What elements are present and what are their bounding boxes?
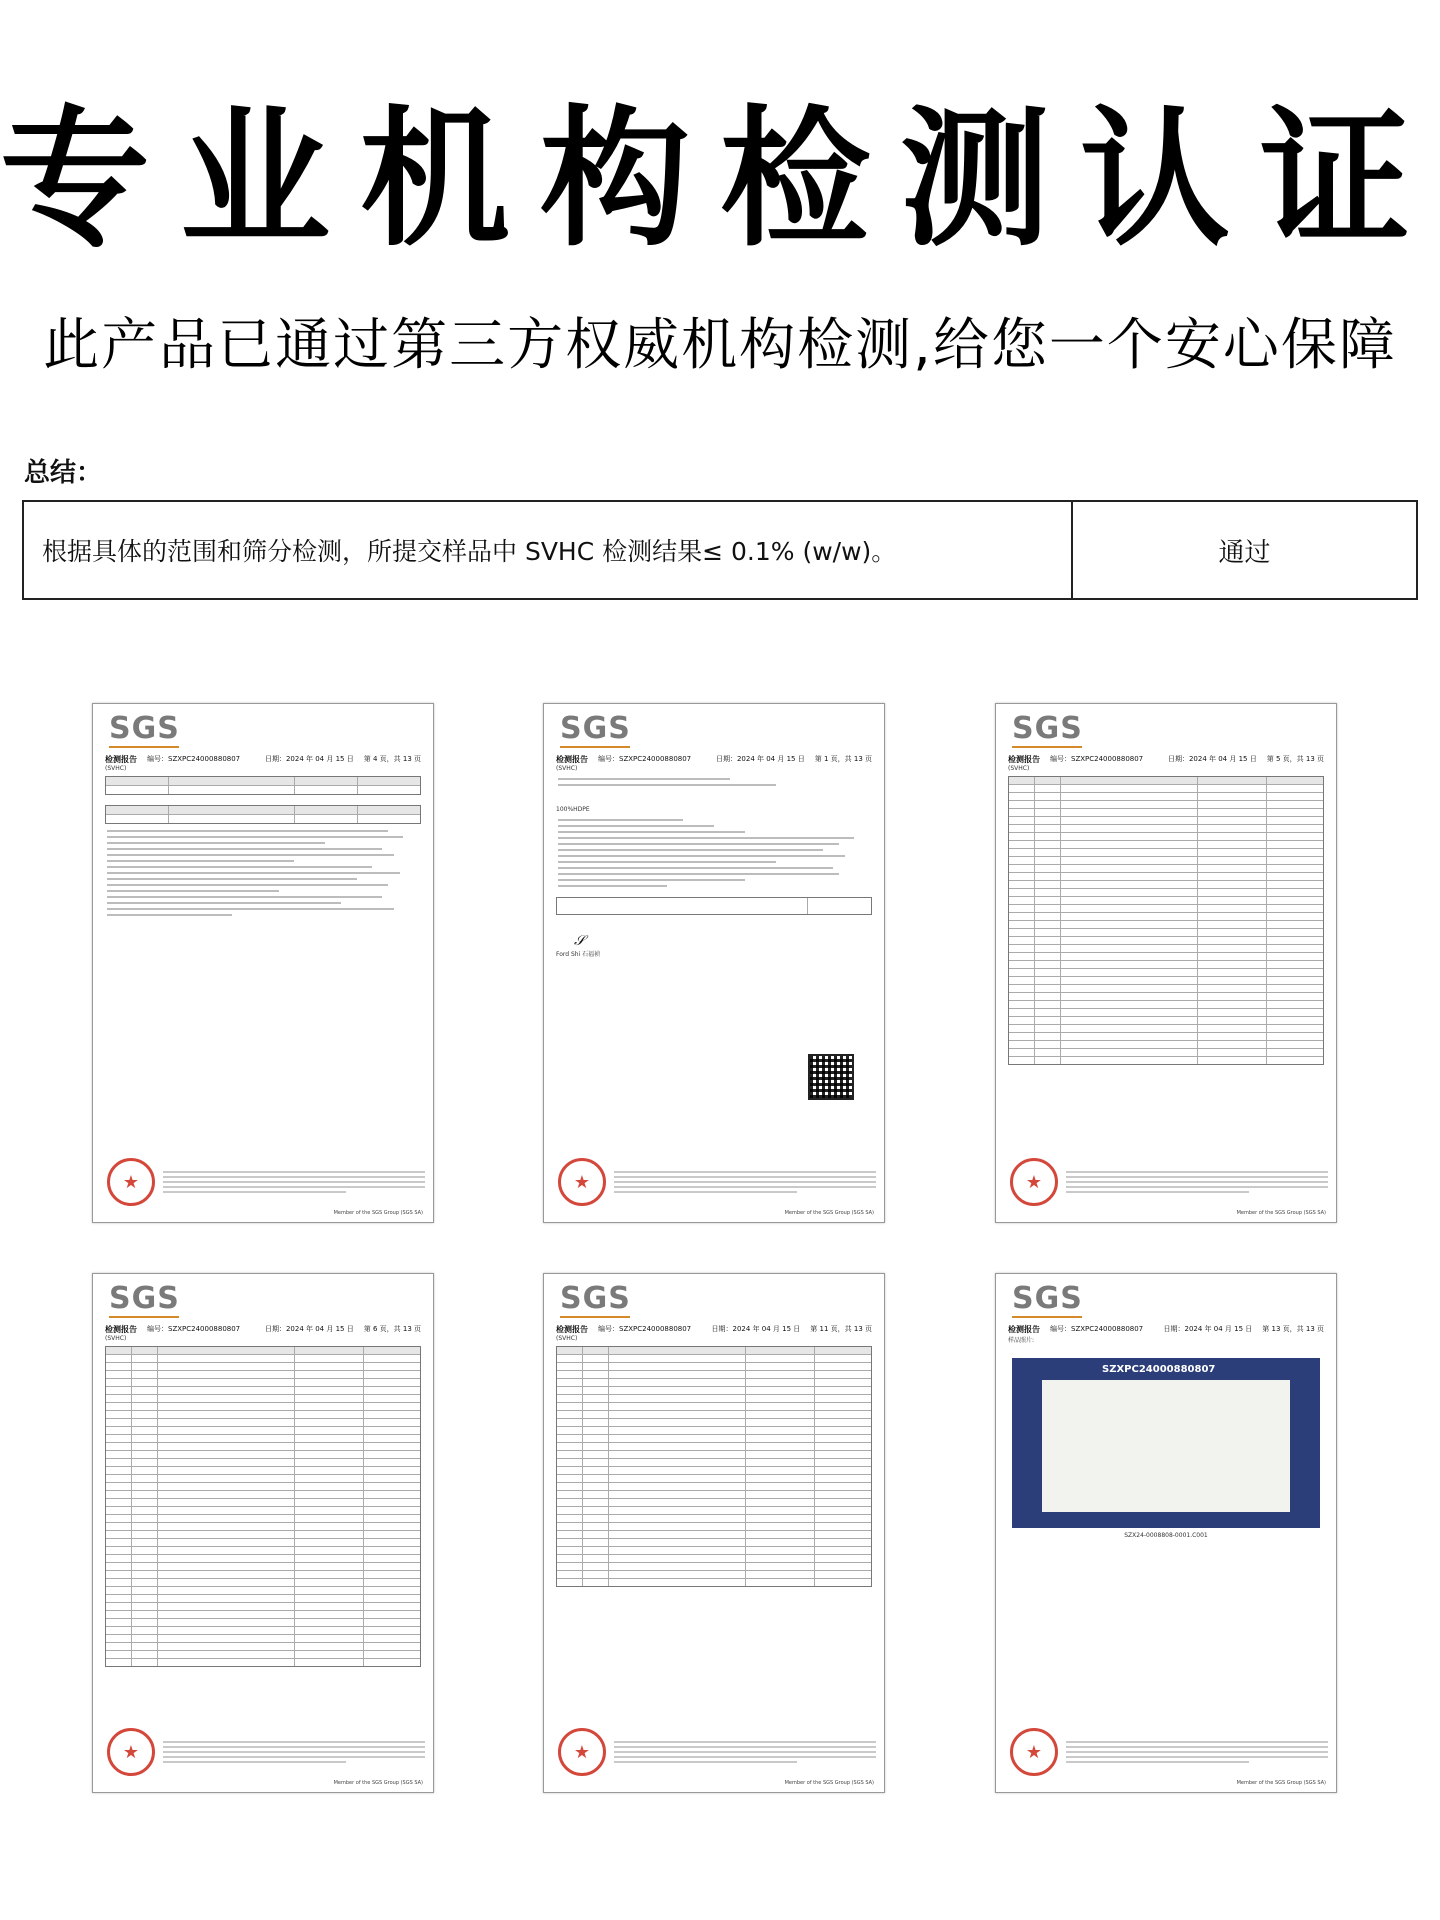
test-details xyxy=(554,819,874,887)
table-row xyxy=(557,1547,871,1555)
table-row xyxy=(1009,1033,1323,1041)
report-page: 第 4 页，共 13 页 xyxy=(363,755,421,763)
table-row xyxy=(557,1459,871,1467)
table-row xyxy=(557,1443,871,1451)
table-row xyxy=(1009,929,1323,937)
report-sub: (SVHC) xyxy=(105,765,127,772)
logo-underline xyxy=(1012,746,1082,748)
report-number: 编号：SZXPC24000880807 xyxy=(147,1325,241,1333)
table-row xyxy=(1009,905,1323,913)
photo-caption: SZX24-0008808-0001.C001 xyxy=(1124,1532,1208,1539)
table-row xyxy=(557,1435,871,1443)
table-row xyxy=(106,1523,420,1531)
report-date: 日期：2024 年 04 月 15 日 xyxy=(711,1325,801,1333)
report-page-6 xyxy=(92,1273,434,1793)
table-row xyxy=(106,1475,420,1483)
logo-underline xyxy=(560,746,630,748)
sgs-logo: SGS xyxy=(560,1281,631,1316)
table-row xyxy=(106,1435,420,1443)
seal-icon: ★ xyxy=(107,1728,155,1776)
table-row xyxy=(1009,841,1323,849)
table-row xyxy=(1009,1057,1323,1064)
report-footer xyxy=(101,1706,425,1786)
report-page-13 xyxy=(995,1273,1337,1793)
report-header xyxy=(554,1324,874,1335)
table-row xyxy=(557,1411,871,1419)
logo-underline xyxy=(109,1316,179,1318)
footer-member: Member of the SGS Group (SGS SA) xyxy=(333,1210,423,1216)
report-sub: 样品照片: xyxy=(1008,1337,1035,1344)
report-header xyxy=(103,1324,423,1335)
table-row xyxy=(1009,913,1323,921)
sample-sheet xyxy=(1042,1380,1290,1512)
table-row xyxy=(106,1459,420,1467)
table-row xyxy=(106,1443,420,1451)
table-row xyxy=(1009,985,1323,993)
report-title: 检测报告 xyxy=(105,755,137,764)
table-row xyxy=(557,1483,871,1491)
table-row xyxy=(1009,817,1323,825)
report-sub: (SVHC) xyxy=(1008,765,1030,772)
table-row xyxy=(106,1619,420,1627)
table-row xyxy=(106,1355,420,1363)
table-row xyxy=(1009,849,1323,857)
report-title: 检测报告 xyxy=(1008,755,1040,764)
report-header xyxy=(554,754,874,765)
table-row xyxy=(1009,961,1323,969)
report-header xyxy=(1006,754,1326,765)
page-subtitle: 此产品已通过第三方权威机构检测,给您一个安心保障 xyxy=(43,313,1397,378)
table-row xyxy=(1009,809,1323,817)
table-row xyxy=(106,1515,420,1523)
table-row xyxy=(1009,1009,1323,1017)
table-row xyxy=(557,1475,871,1483)
table-row xyxy=(557,1515,871,1523)
table-row xyxy=(1009,993,1323,1001)
table-row xyxy=(106,1603,420,1611)
report-page: 第 5 页，共 13 页 xyxy=(1266,755,1324,763)
table-row xyxy=(1009,1041,1323,1049)
sgs-logo: SGS xyxy=(1012,1281,1083,1316)
table-row xyxy=(1009,889,1323,897)
report-date: 日期：2024 年 04 月 15 日 xyxy=(264,1325,354,1333)
table-row xyxy=(106,1555,420,1563)
table-row xyxy=(557,1387,871,1395)
signer-signature: 𝒮 xyxy=(574,933,585,949)
table-row xyxy=(106,1403,420,1411)
table-row xyxy=(1009,1049,1323,1057)
report-header xyxy=(103,754,423,765)
logo-underline xyxy=(560,1316,630,1318)
table-row xyxy=(1009,953,1323,961)
report-footer xyxy=(101,1136,425,1216)
table-row xyxy=(557,1363,871,1371)
footer-member: Member of the SGS Group (SGS SA) xyxy=(1236,1210,1326,1216)
report-number: 编号：SZXPC24000880807 xyxy=(147,755,241,763)
report-footer xyxy=(1004,1136,1328,1216)
table-row xyxy=(106,1507,420,1515)
report-page: 第 11 页，共 13 页 xyxy=(810,1325,872,1333)
table-row xyxy=(106,1491,420,1499)
table-row xyxy=(1009,881,1323,889)
logo-underline xyxy=(109,746,179,748)
report-header xyxy=(1006,1324,1326,1335)
sgs-logo: SGS xyxy=(109,711,180,746)
table-row xyxy=(106,1483,420,1491)
table-row xyxy=(557,1491,871,1499)
report-page-1 xyxy=(543,703,885,1223)
table-row xyxy=(1009,921,1323,929)
table-row xyxy=(557,1539,871,1547)
table-row xyxy=(557,1347,871,1355)
table-row xyxy=(1009,873,1323,881)
conclusion-box xyxy=(556,897,872,915)
table-row xyxy=(1009,937,1323,945)
table-row xyxy=(106,1499,420,1507)
table-row xyxy=(106,1395,420,1403)
report-footer xyxy=(552,1706,876,1786)
report-page: 第 6 页，共 13 页 xyxy=(363,1325,421,1333)
seal-icon: ★ xyxy=(558,1728,606,1776)
report-date: 日期：2024 年 04 月 15 日 xyxy=(715,755,805,763)
table-row xyxy=(557,1571,871,1579)
summary-result: 通过 xyxy=(1218,537,1271,568)
table-row xyxy=(1009,1025,1323,1033)
notes-text xyxy=(103,830,423,916)
table-row xyxy=(106,1531,420,1539)
report-sub: (SVHC) xyxy=(556,765,578,772)
table-row xyxy=(557,1523,871,1531)
table-row xyxy=(106,1539,420,1547)
table-row xyxy=(106,1427,420,1435)
table-row xyxy=(106,1587,420,1595)
table-row xyxy=(557,1395,871,1403)
table-row xyxy=(557,1499,871,1507)
report-page-5 xyxy=(995,703,1337,1223)
table-row xyxy=(557,1355,871,1363)
table-row xyxy=(557,1507,871,1515)
qr-code-icon xyxy=(808,1054,854,1100)
results-table xyxy=(105,776,421,795)
table-row xyxy=(106,1379,420,1387)
photo-code: SZXPC24000880807 xyxy=(1102,1364,1216,1375)
table-row xyxy=(557,1579,871,1586)
logo-underline xyxy=(1012,1316,1082,1318)
report-title: 检测报告 xyxy=(556,755,588,764)
report-footer xyxy=(1004,1706,1328,1786)
table-row xyxy=(106,1363,420,1371)
sgs-logo: SGS xyxy=(1012,711,1083,746)
report-date: 日期：2024 年 04 月 15 日 xyxy=(1167,755,1257,763)
svhc-table xyxy=(105,1346,421,1667)
report-sub: (SVHC) xyxy=(556,1335,578,1342)
table-row xyxy=(1009,1001,1323,1009)
table-row xyxy=(1009,833,1323,841)
footer-member: Member of the SGS Group (SGS SA) xyxy=(784,1210,874,1216)
table-row xyxy=(1009,801,1323,809)
table-row xyxy=(106,1371,420,1379)
table-row xyxy=(557,1451,871,1459)
report-page: 第 13 页，共 13 页 xyxy=(1262,1325,1324,1333)
table-row xyxy=(557,1555,871,1563)
svhc-table xyxy=(1008,776,1324,1065)
summary-table xyxy=(22,500,1418,600)
table-row xyxy=(106,1467,420,1475)
summary-label: 总结： xyxy=(24,458,103,488)
report-title: 检测报告 xyxy=(105,1325,137,1334)
report-date: 日期：2024 年 04 月 15 日 xyxy=(264,755,354,763)
report-number: 编号：SZXPC24000880807 xyxy=(1050,1325,1144,1333)
table-row xyxy=(1009,897,1323,905)
table-row xyxy=(106,1635,420,1643)
report-footer xyxy=(552,1136,876,1216)
table-row xyxy=(557,1427,871,1435)
sgs-logo: SGS xyxy=(109,1281,180,1316)
footer-member: Member of the SGS Group (SGS SA) xyxy=(333,1780,423,1786)
table-row xyxy=(106,1627,420,1635)
table-row xyxy=(1009,785,1323,793)
table-row xyxy=(1009,793,1323,801)
table-row xyxy=(557,1531,871,1539)
page-title: 专业机构检测认证 xyxy=(0,93,1440,267)
svhc-table xyxy=(556,1346,872,1587)
results-table-2 xyxy=(105,805,421,824)
table-row xyxy=(106,1611,420,1619)
table-row xyxy=(557,1467,871,1475)
table-row xyxy=(106,1419,420,1427)
table-row xyxy=(557,1371,871,1379)
table-row xyxy=(106,1659,420,1666)
table-row xyxy=(106,1579,420,1587)
seal-icon: ★ xyxy=(1010,1158,1058,1206)
table-row xyxy=(106,1595,420,1603)
table-row xyxy=(106,1347,420,1355)
summary-text: 根据具体的范围和筛分检测，所提交样品中 SVHC 检测结果≤ 0.1% (w/w)。 xyxy=(24,502,1073,598)
table-row xyxy=(106,1563,420,1571)
client-info xyxy=(554,778,874,786)
report-number: 编号：SZXPC24000880807 xyxy=(598,755,692,763)
table-row xyxy=(1009,1017,1323,1025)
table-row xyxy=(1009,777,1323,785)
seal-icon: ★ xyxy=(107,1158,155,1206)
report-title: 检测报告 xyxy=(556,1325,588,1334)
report-page-11 xyxy=(543,1273,885,1793)
signer-name: Ford Shi 石福祯 xyxy=(556,951,601,958)
sgs-logo: SGS xyxy=(560,711,631,746)
table-row xyxy=(106,1571,420,1579)
table-row xyxy=(557,1563,871,1571)
sample-photo xyxy=(1012,1358,1320,1528)
table-row xyxy=(106,1451,420,1459)
table-row xyxy=(1009,977,1323,985)
table-row xyxy=(557,1379,871,1387)
footer-member: Member of the SGS Group (SGS SA) xyxy=(784,1780,874,1786)
table-row xyxy=(1009,865,1323,873)
table-row xyxy=(106,1547,420,1555)
table-row xyxy=(1009,857,1323,865)
table-row xyxy=(106,1411,420,1419)
table-row xyxy=(106,1651,420,1659)
table-row xyxy=(106,1387,420,1395)
seal-icon: ★ xyxy=(1010,1728,1058,1776)
footer-member: Member of the SGS Group (SGS SA) xyxy=(1236,1780,1326,1786)
report-number: 编号：SZXPC24000880807 xyxy=(598,1325,692,1333)
report-date: 日期：2024 年 04 月 15 日 xyxy=(1163,1325,1253,1333)
table-row xyxy=(557,1403,871,1411)
table-row xyxy=(106,1643,420,1651)
seal-icon: ★ xyxy=(558,1158,606,1206)
table-row xyxy=(1009,825,1323,833)
report-page: 第 1 页，共 13 页 xyxy=(814,755,872,763)
table-row xyxy=(1009,969,1323,977)
table-row xyxy=(1009,945,1323,953)
sample-material: 100%HDPE xyxy=(556,806,590,813)
report-number: 编号：SZXPC24000880807 xyxy=(1050,755,1144,763)
table-row xyxy=(557,1419,871,1427)
report-sub: (SVHC) xyxy=(105,1335,127,1342)
report-page-4 xyxy=(92,703,434,1223)
report-title: 检测报告 xyxy=(1008,1325,1040,1334)
